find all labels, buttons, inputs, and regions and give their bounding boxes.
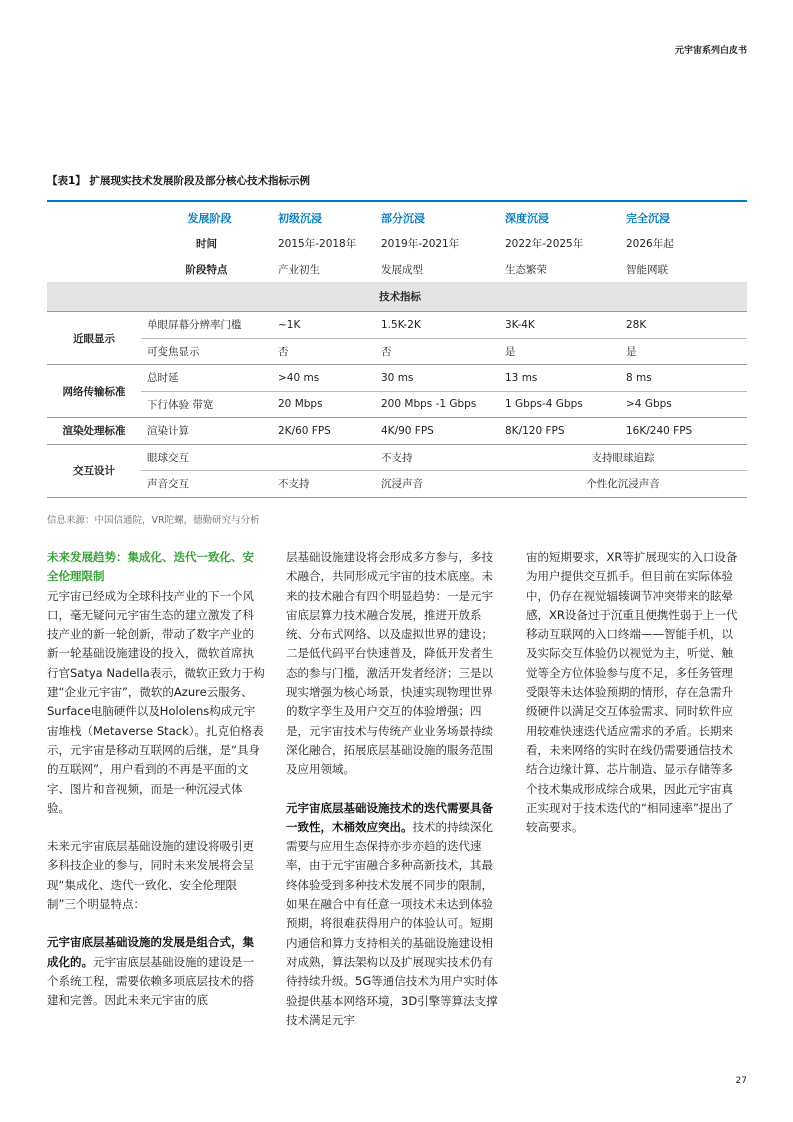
paragraph: 层基础设施建设将会形成多方参与，多技术融合，共同形成元宇宙的技术底座。未来的技术融合有四个明显趋势：一是元宇宙底层算力技术融合发展，推进开放系统、分布式网络、以及虚拟世界的建设；二是低代码平台快速普及，降低开发者生态的参与门槛，激活开发者经济；三是以现实增强为核心场景，快速实现物理世界的数字孪生及用户交互的体验增强；四是，元宇宙技术与传统产业业务场景持续深化融合，拓展底层基础设施的服务范围及应用领域。 xyxy=(286,550,493,777)
paragraph: 元宇宙已经成为全球科技产业的下一个风口，毫无疑问元宇宙生态的建立激发了科技产业的新一轮创新，带动了数字产业的新一轮基础设施建设的投入，微软首席执行官Satya Nadella表示，微软正致力于构建“企业元宇宙”，微软的Azure云服务、Surface电脑硬件以及Hololens构成元宇宙堆栈（Metaverse Stack）。扎克伯格表示，元宇宙是移动互联网的后继，是“具身的互联网”，用户看到的不再是平面的文字、图片和音视频，而是一种沉浸式体验。 xyxy=(47,588,265,815)
table-row xyxy=(47,471,747,498)
tech-index-band xyxy=(47,282,747,312)
body-column-1 xyxy=(47,548,265,1030)
body-column-3 xyxy=(526,548,744,856)
stage-label: 发展阶段 xyxy=(187,211,232,225)
table-row xyxy=(47,444,747,471)
cell: 是 xyxy=(499,338,620,365)
tech-index-table xyxy=(47,204,747,498)
cell: 1 Gbps-4 Gbps xyxy=(499,391,620,418)
time-row xyxy=(47,231,747,257)
cell: 8 ms xyxy=(620,365,747,392)
time-label: 时间 xyxy=(196,238,217,251)
cell: 28K xyxy=(620,312,747,339)
paragraph: 未来元宇宙底层基础设施的建设将吸引更多科技企业的参与，同时未来发展将会呈现“集成化、迭代一致化、安全伦理限制”三个明显特点： xyxy=(47,839,254,912)
table-row xyxy=(47,365,747,392)
group-near-eye: 近眼显示 xyxy=(47,312,141,365)
stage-1: 初级沉浸 xyxy=(278,211,322,225)
feature-1: 产业初生 xyxy=(278,263,320,276)
paragraph xyxy=(47,933,265,1010)
table-header-row xyxy=(47,204,747,231)
group-render: 渲染处理标准 xyxy=(47,418,141,445)
table-row xyxy=(47,338,747,365)
body-column-2 xyxy=(286,548,504,1049)
paragraph-lead: 元宇宙底层基础设施技术的迭代需要具备一致性，木桶效应突出。 xyxy=(286,800,493,834)
stage-4: 完全沉浸 xyxy=(626,211,670,225)
feature-2: 发展成型 xyxy=(381,263,423,276)
page-number: 27 xyxy=(735,1076,747,1086)
cell: 13 ms xyxy=(499,365,620,392)
cell: 3K-4K xyxy=(499,312,620,339)
cell: 16K/240 FPS xyxy=(620,418,747,445)
cell: 200 Mbps -1 Gbps xyxy=(375,391,499,418)
cell: 20 Mbps xyxy=(272,391,375,418)
source-note: 信息来源：中国信通院，VR陀螺，德勤研究与分析 xyxy=(47,515,260,526)
band-label: 技术指标 xyxy=(47,282,747,312)
cell: 不支持 xyxy=(375,444,499,471)
time-2: 2019年-2021年 xyxy=(381,238,460,251)
cell: 1.5K-2K xyxy=(375,312,499,339)
cell: 否 xyxy=(375,338,499,365)
group-network: 网络传输标准 xyxy=(47,365,141,418)
cell: 支持眼球追踪 xyxy=(499,444,747,471)
paragraph: 宙的短期要求，XR等扩展现实的入口设备为用户提供交互抓手。但目前在实际体验中，仍存在视觉辐辏调节冲突带来的眩晕感，XR设备过于沉重且便携性弱于上一代移动互联网的入口终端——智能手机，以及实际交互体验仍以视觉为主，听觉、触觉等全方位体验参与度不足，多任务管理受限等未达体验预期的情形，存在急需升级硬件以满足交互体验需求、同时软件应用较难快速迭代适应需求的矛盾。长期来看，未来网络的实时在线仍需要通信技术结合边缘计算、芯片制造、显示存储等多个技术集成形成综合成果，因此元宇宙真正实现对于技术迭代的“相同速率”提出了较高要求。 xyxy=(526,550,738,835)
cell: >4 Gbps xyxy=(620,391,747,418)
row-label: 下行体验 带宽 xyxy=(141,391,272,418)
feature-3: 生态繁荣 xyxy=(505,263,547,276)
row-label: 渲染计算 xyxy=(141,418,272,445)
cell: 30 ms xyxy=(375,365,499,392)
group-interaction: 交互设计 xyxy=(47,444,141,497)
cell: 沉浸声音 xyxy=(375,471,499,498)
cell: 个性化沉浸声音 xyxy=(499,471,747,498)
section-heading: 未来发展趋势：集成化、迭代一致化、安全伦理限制 xyxy=(47,550,254,584)
time-3: 2022年-2025年 xyxy=(505,238,584,251)
cell: 否 xyxy=(272,338,375,365)
time-4: 2026年起 xyxy=(626,238,674,251)
row-label: 眼球交互 xyxy=(141,444,272,471)
series-title: 元宇宙系列白皮书 xyxy=(674,46,747,56)
time-1: 2015年-2018年 xyxy=(278,238,357,251)
row-label: 声音交互 xyxy=(141,471,272,498)
table-top-rule xyxy=(47,200,747,202)
table-row xyxy=(47,312,747,339)
feature-label: 阶段特点 xyxy=(185,263,228,276)
paragraph xyxy=(286,799,504,1031)
cell: 不支持 xyxy=(272,471,375,498)
feature-4: 智能网联 xyxy=(626,263,668,276)
table-row xyxy=(47,418,747,445)
table-row xyxy=(47,391,747,418)
cell: 2K/60 FPS xyxy=(272,418,375,445)
cell: >40 ms xyxy=(272,365,375,392)
cell: ~1K xyxy=(272,312,375,339)
paragraph-text: 元宇宙底层基础设施的建设是一个系统工程，需要依赖多项底层技术的搭建和完善。因此未来元宇宙的底 xyxy=(47,954,254,1008)
row-label: 可变焦显示 xyxy=(141,338,272,365)
table-title: 【表1】 扩展现实技术发展阶段及部分核心技术指标示例 xyxy=(47,175,310,187)
paragraph-lead: 元宇宙底层基础设施的发展是组合式，集成化的。 xyxy=(47,935,254,969)
cell: 4K/90 FPS xyxy=(375,418,499,445)
feature-row xyxy=(47,257,747,283)
stage-3: 深度沉浸 xyxy=(505,211,549,225)
paragraph-text: 技术的持续深化需要与应用生态保持亦步亦趋的迭代速率，由于元宇宙融合多种高新技术，其最终体验受到多种技术发展不同步的限制，如果在融合中有任意一项技术未达到体验预期，将很难获得用户的体验认可。短期内通信和算力支持相关的基础设施建设相对成熟，算法架构以及扩展现实技术仍有待持续升级。5G等通信技术为用户实时体验提供基本网络环境，3D引擎等算法支撑技术满足元宇 xyxy=(286,819,498,1027)
row-label: 单眼屏幕分辨率门槛 xyxy=(141,312,272,339)
cell: 8K/120 FPS xyxy=(499,418,620,445)
row-label: 总时延 xyxy=(141,365,272,392)
cell: 是 xyxy=(620,338,747,365)
stage-2: 部分沉浸 xyxy=(381,211,425,225)
